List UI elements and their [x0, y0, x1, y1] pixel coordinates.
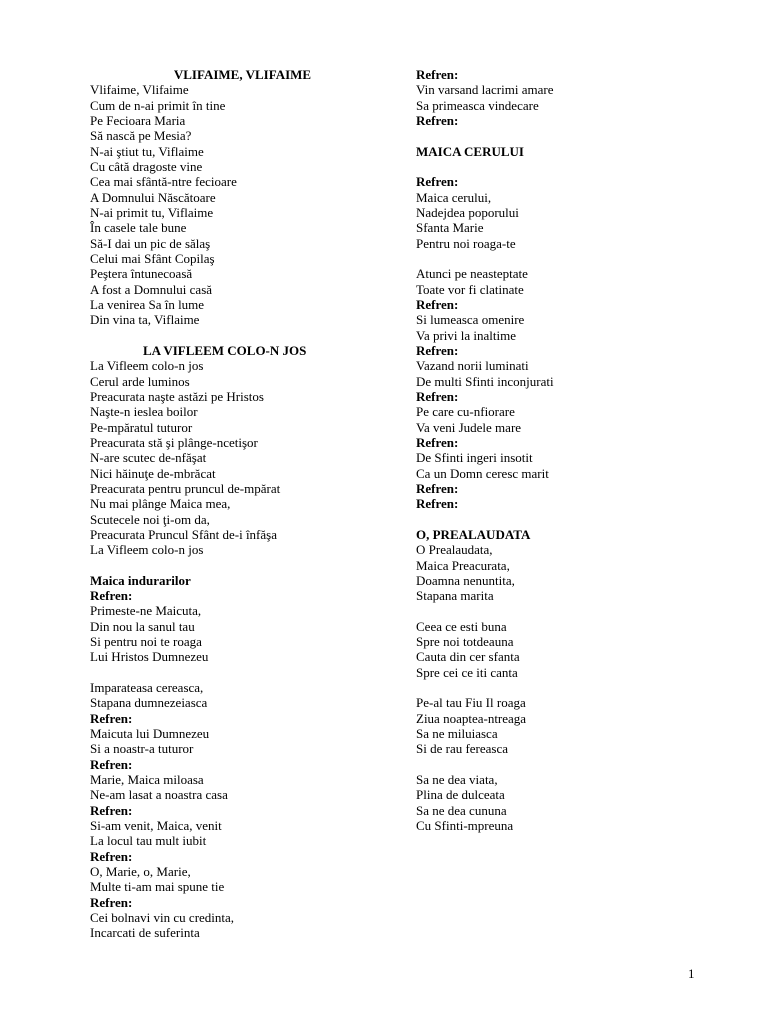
lyric-line: Vlifaime, Vlifaime	[90, 82, 189, 98]
lyric-line: Sa primeasca vindecare	[416, 97, 539, 113]
lyric-line: Sa ne dea cununa	[416, 802, 507, 818]
refrain-label: Refren:	[90, 710, 133, 726]
lyric-line: De multi Sfinti inconjurati	[416, 373, 554, 389]
lyric-line: Si de rau fereasca	[416, 741, 509, 757]
lyric-line: Cauta din cer sfanta	[416, 649, 520, 665]
blank-line	[416, 680, 746, 695]
lyric-line: Să nască pe Mesia?	[90, 128, 192, 144]
blank-line	[90, 665, 395, 680]
lyric-line: Primeste-ne Maicuta,	[90, 603, 202, 619]
lyric-line: Spre noi totdeauna	[416, 634, 514, 650]
refrain-label: Refren:	[90, 802, 133, 818]
refrain-label: Refren:	[90, 588, 133, 604]
lyric-line: Pe care cu-nfiorare	[416, 404, 515, 420]
song-title: Maica indurarilor	[90, 572, 191, 588]
lyric-line: O Prealaudata,	[416, 542, 493, 558]
lyric-line: De Sfinti ingeri insotit	[416, 450, 533, 466]
refrain-label: Refren:	[416, 296, 459, 312]
lyric-line: Preacurata stă şi plânge-ncetişor	[90, 434, 258, 450]
song-title: MAICA CERULUI	[416, 143, 524, 159]
lyric-line: Lui Hristos Dumnezeu	[90, 649, 209, 665]
lyric-line: Atunci pe neasteptate	[416, 266, 528, 282]
refrain-label: Refren:	[416, 112, 459, 128]
lyric-line: N-ai primit tu, Viflaime	[90, 204, 214, 220]
lyric-line: Si lumeasca omenire	[416, 312, 525, 328]
lyric-line: Cu Sfinti-mpreuna	[416, 818, 514, 834]
lyric-line: Preacurata pentru pruncul de-mpărat	[90, 480, 281, 496]
page-number: 1	[688, 966, 695, 981]
blank-line	[90, 558, 395, 573]
lyric-line: Cei bolnavi vin cu credinta,	[90, 910, 235, 926]
lyric-line: Ca un Domn ceresc marit	[416, 465, 549, 481]
lyric-line: Spre cei ce iti canta	[416, 664, 518, 680]
blank-line	[416, 512, 746, 527]
lyric-line: Si pentru noi te roaga	[90, 634, 202, 650]
lyric-line: Va privi la inaltime	[416, 327, 517, 343]
lyric-line: Pe-mpăratul tuturor	[90, 419, 193, 435]
lyric-line: Pe Fecioara Maria	[90, 112, 186, 128]
lyric-line: Nadejdea poporului	[416, 204, 519, 220]
lyric-line: În casele tale bune	[90, 220, 187, 236]
lyric-line: Celui mai Sfânt Copilaş	[90, 250, 215, 266]
lyric-line: Să-I dai un pic de sălaş	[90, 235, 211, 251]
lyric-line: Preacurata naşte astăzi pe Hristos	[90, 388, 264, 404]
lyric-line: Cu câtă dragoste vine	[90, 158, 203, 174]
blank-line	[416, 757, 746, 772]
lyric-line: Si a noastr-a tuturor	[90, 741, 194, 757]
lyric-line: Ziua noaptea-ntreaga	[416, 710, 527, 726]
lyric-line: Si-am venit, Maica, venit	[90, 818, 222, 834]
refrain-label: Refren:	[416, 434, 459, 450]
lyric-line: Nici hăinuţe de-mbrăcat	[90, 465, 216, 481]
refrain-label: Refren:	[416, 67, 459, 82]
lyric-line: Incarcati de suferinta	[90, 925, 200, 941]
lyric-line: Ne-am lasat a noastra casa	[90, 787, 228, 803]
lyric-line: Cea mai sfântă-ntre fecioare	[90, 174, 237, 190]
lyric-line: Cum de n-ai primit în tine	[90, 97, 226, 113]
lyric-line: La Vifleem colo-n jos	[90, 358, 204, 374]
lyric-line: A Domnului Născătoare	[90, 189, 216, 205]
lyric-line: Peştera întunecoasă	[90, 266, 193, 282]
song-title: LA VIFLEEM COLO-N JOS	[143, 342, 307, 358]
lyric-line: Maica Preacurata,	[416, 557, 510, 573]
lyric-line: O, Marie, o, Marie,	[90, 864, 191, 880]
refrain-label: Refren:	[416, 496, 459, 512]
lyric-line: Sa ne dea viata,	[416, 772, 498, 788]
left-column	[90, 67, 395, 941]
refrain-label: Refren:	[416, 342, 459, 358]
lyric-line: La Vifleem colo-n jos	[90, 542, 204, 558]
song-title: VLIFAIME, VLIFAIME	[173, 67, 312, 82]
lyric-line: Sfanta Marie	[416, 220, 484, 236]
blank-line	[90, 328, 395, 343]
lyric-line: Scutecele noi ţi-om da,	[90, 511, 210, 527]
lyric-line: Preacurata Pruncul Sfânt de-i înfăşa	[90, 526, 277, 542]
lyric-line: La venirea Sa în lume	[90, 296, 205, 312]
blank-line	[416, 128, 746, 143]
lyric-line: Din nou la sanul tau	[90, 618, 195, 634]
refrain-label: Refren:	[416, 480, 459, 496]
refrain-label: Refren:	[90, 848, 133, 864]
right-column	[416, 67, 746, 833]
lyric-line: Doamna nenuntita,	[416, 572, 515, 588]
lyric-line: Sa ne miluiasca	[416, 726, 498, 742]
lyric-line: N-ai ştiut tu, Viflaime	[90, 143, 204, 159]
lyric-line: Cerul arde luminos	[90, 373, 190, 389]
lyric-line: Maicuta lui Dumnezeu	[90, 726, 210, 742]
lyric-line: Plina de dulceata	[416, 787, 505, 803]
lyric-line: N-are scutec de-nfăşat	[90, 450, 207, 466]
lyric-line: Pe-al tau Fiu Il roaga	[416, 695, 526, 711]
lyric-line: La locul tau mult iubit	[90, 833, 207, 849]
lyric-line: Nu mai plânge Maica mea,	[90, 496, 231, 512]
lyric-line: Ceea ce esti buna	[416, 618, 507, 634]
blank-line	[416, 603, 746, 618]
lyric-line: Pentru noi roaga-te	[416, 235, 516, 251]
lyric-line: Va veni Judele mare	[416, 419, 522, 435]
blank-line	[416, 159, 746, 174]
lyric-line: Stapana marita	[416, 588, 494, 604]
lyric-line: Maica cerului,	[416, 189, 492, 205]
lyric-line: Vazand norii luminati	[416, 358, 529, 374]
lyric-line: Vin varsand lacrimi amare	[416, 82, 554, 98]
refrain-label: Refren:	[90, 894, 133, 910]
lyric-line: Imparateasa cereasca,	[90, 680, 204, 696]
refrain-label: Refren:	[416, 174, 459, 190]
refrain-label: Refren:	[90, 756, 133, 772]
lyric-line: Naşte-n ieslea boilor	[90, 404, 198, 420]
lyric-line: Din vina ta, Viflaime	[90, 312, 200, 328]
lyric-line: Stapana dumnezeiasca	[90, 695, 208, 711]
blank-line	[416, 251, 746, 266]
refrain-label: Refren:	[416, 388, 459, 404]
lyric-line: Multe ti-am mai spune tie	[90, 879, 225, 895]
song-title: O, PREALAUDATA	[416, 526, 531, 542]
lyric-line: Toate vor fi clatinate	[416, 281, 524, 297]
lyric-line: A fost a Domnului casă	[90, 281, 213, 297]
lyric-line: Marie, Maica miloasa	[90, 772, 204, 788]
